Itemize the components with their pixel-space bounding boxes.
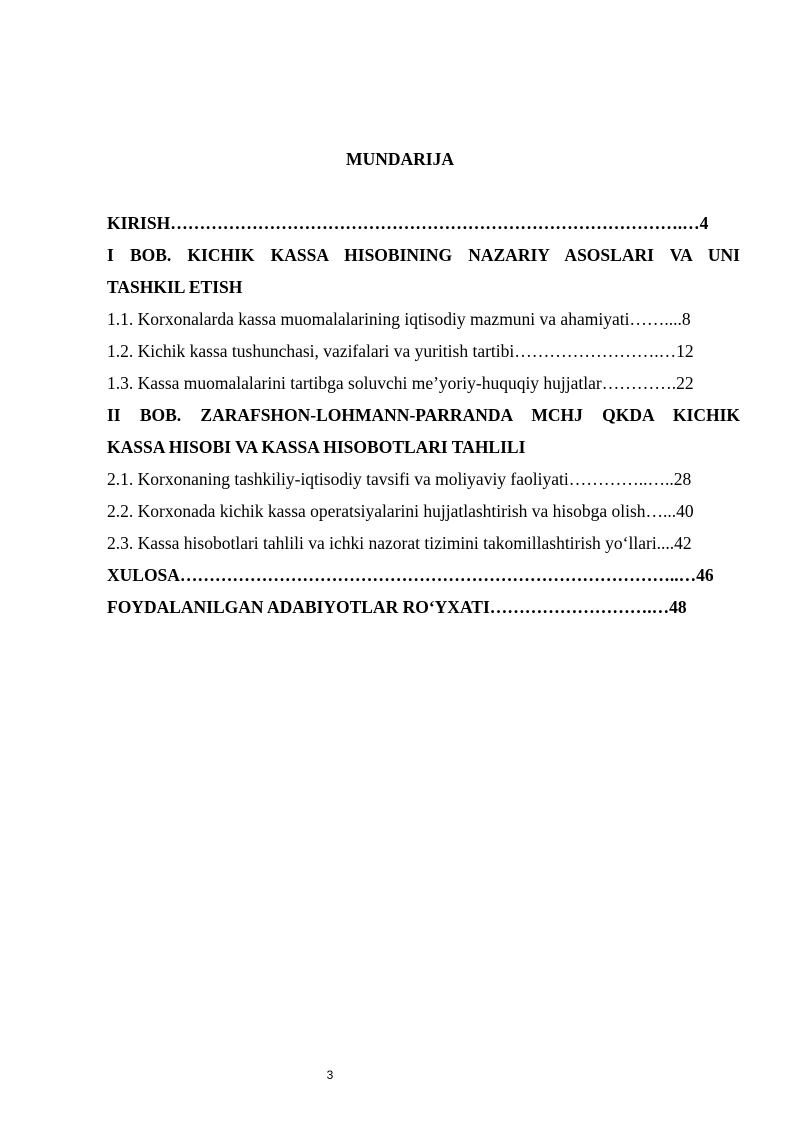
toc-entry-conclusion: XULOSA…………………………………………………………………………..…46 (107, 565, 714, 585)
toc-section-2-1: 2.1. Korxonaning tashkiliy-iqtisodiy tavsifi va moliyaviy faoliyati…………..…..28 (107, 469, 692, 489)
toc-section-1-2: 1.2. Kichik kassa tushunchasi, vazifalari va yuritish tartibi…………………….…12 (107, 341, 694, 361)
toc-section-2-3: 2.3. Kassa hisobotlari tahlili va ichki nazorat tizimini takomillashtirish yo‘llari....42 (107, 533, 692, 553)
toc-section-1-1: 1.1. Korxonalarda kassa muomalalarining iqtisodiy mazmuni va ahamiyati……....8 (107, 309, 691, 329)
toc-chapter-2-heading-cont: KASSA HISOBI VA KASSA HISOBOTLARI TAHLILI (107, 437, 526, 457)
page-title: MUNDARIJA (346, 149, 454, 169)
toc-entry-intro: KIRISH…………………………………………………………………………….…4 (107, 213, 709, 233)
table-of-contents (107, 207, 740, 623)
toc-section-1-3: 1.3. Kassa muomalalarini tartibga soluvchi me’yoriy-huquqiy hujjatlar………….22 (107, 373, 694, 393)
toc-entry-references: FOYDALANILGAN ADABIYOTLAR RO‘YXATI……………………….…48 (107, 597, 687, 617)
toc-chapter-1-heading-cont: TASHKIL ETISH (107, 277, 243, 297)
toc-section-2-2: 2.2. Korxonada kichik kassa operatsiyalarini hujjatlashtirish va hisobga olish…...40 (107, 501, 694, 521)
page-number: 3 (326, 1068, 334, 1082)
toc-chapter-1-heading: I BOB. KICHIK KASSA HISOBINING NAZARIY ASOSLARI VA UNI (107, 245, 740, 265)
toc-chapter-2-heading: II BOB. ZARAFSHON-LOHMANN-PARRANDA MCHJ QKDA KICHIK (107, 405, 740, 425)
